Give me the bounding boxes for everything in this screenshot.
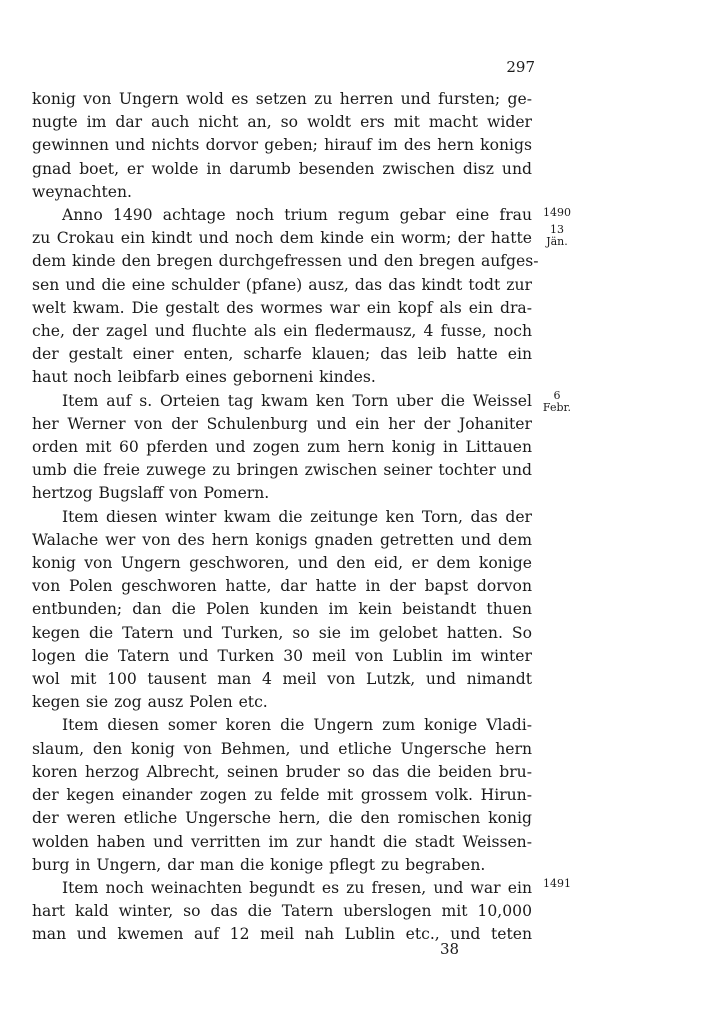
margin-note-date-6-febr (538, 390, 576, 414)
margin-note-date-13-jan (538, 224, 576, 248)
margin-note-line: 1490 (543, 206, 571, 219)
text-line: hart kald winter, so das die Tatern uberslogen mit 10,000 (32, 902, 532, 921)
text-line: der kegen einander zogen zu felde mit grossem volk. Hirun- (32, 786, 532, 805)
text-line: entbunden; dan die Polen kunden im kein beistandt thuen (32, 600, 532, 619)
text-line: Item diesen somer koren die Ungern zum konige Vladi- (62, 716, 532, 735)
margin-note-year-1490 (538, 207, 576, 219)
text-line: kegen sie zog ausz Polen etc. (32, 693, 268, 712)
text-line: che, der zagel und fluchte als ein fledermausz, 4 fusse, noch (32, 322, 532, 341)
text-line: umb die freie zuwege zu bringen zwischen seiner tochter und (32, 461, 532, 480)
text-line: der gestalt einer enten, scharfe klauen; das leib hatte ein (32, 345, 532, 364)
text-line: kegen die Tatern und Turken, so sie im gelobet hatten. So (32, 623, 532, 642)
paragraph (32, 506, 532, 715)
text-line: nugte im dar auch nicht an, so woldt ers mit macht wider (32, 113, 532, 132)
text-line: logen die Tatern und Turken 30 meil von Lublin im winter (32, 646, 532, 665)
text-line: Item diesen winter kwam die zeitunge ken Torn, das der (62, 507, 532, 526)
text-line: wolden haben und verritten im zur handt die stadt Weissen- (32, 832, 532, 851)
text-line: dem kinde den bregen durchgefressen und den bregen aufges- (32, 252, 539, 271)
text-line: konig von Ungern geschworen, und den eid, er dem konige (32, 554, 532, 573)
text-line: gnad boet, er wolde in darumb besenden zwischen disz und (32, 159, 532, 178)
paragraph (32, 88, 532, 204)
signature-mark: 38 (440, 940, 460, 958)
body-text (32, 88, 539, 947)
paragraph (32, 204, 539, 390)
text-line: Walache wer von des hern konigs gnaden getretten und dem (32, 530, 532, 549)
paragraph (32, 390, 532, 506)
text-line: man und kwemen auf 12 meil nah Lublin etc., und teten (32, 925, 532, 944)
text-line: slaum, den konig von Behmen, und etliche Ungersche hern (32, 739, 532, 758)
text-line: her Werner von der Schulenburg und ein her der Johaniter (32, 414, 532, 433)
text-line: Item auf s. Orteien tag kwam ken Torn uber die Weissel (62, 391, 532, 410)
text-line: wol mit 100 tausent man 4 meil von Lutzk, und nimandt (32, 670, 532, 689)
text-line: haut noch leibfarb eines geborneni kindes. (32, 368, 376, 387)
text-line: zu Crokau ein kindt und noch dem kinde ein worm; der hatte (32, 229, 532, 248)
margin-note-line: Febr. (542, 401, 572, 414)
text-line: burg in Ungern, dar man die konige pflegt zu begraben. (32, 855, 486, 874)
text-line: orden mit 60 pferden und zogen zum hern konig in Littauen (32, 438, 532, 457)
margin-note-line: 6 (553, 389, 561, 402)
text-line: von Polen geschworen hatte, dar hatte in der bapst dorvon (32, 577, 532, 596)
text-line: der weren etliche Ungersche hern, die den romischen konig (32, 809, 532, 828)
text-line: konig von Ungern wold es setzen zu herren und fursten; ge- (32, 90, 532, 108)
text-line: hertzog Bugslaff von Pomern. (32, 484, 270, 503)
margin-note-line: 13 (550, 223, 564, 236)
text-line: koren herzog Albrecht, seinen bruder so das die beiden bru- (32, 762, 532, 781)
text-line: Anno 1490 achtage noch trium regum gebar eine frau (62, 206, 532, 225)
page-number: 297 (506, 58, 535, 76)
margin-note-line: Jän. (546, 235, 568, 248)
paragraph (32, 877, 532, 947)
text-line: Item noch weinachten begundt es zu fresen, und war ein (62, 878, 532, 897)
text-line: weynachten. (32, 182, 132, 201)
text-line: gewinnen und nichts dorvor geben; hirauf im des hern konigs (32, 136, 532, 155)
margin-note-line: 1491 (543, 877, 571, 890)
paragraph (32, 714, 532, 876)
text-line: sen und die eine schulder (pfane) ausz, das das kindt todt zur (32, 275, 532, 294)
margin-note-year-1491 (538, 878, 576, 890)
text-line: welt kwam. Die gestalt des wormes war ein kopf als ein dra- (32, 298, 532, 317)
